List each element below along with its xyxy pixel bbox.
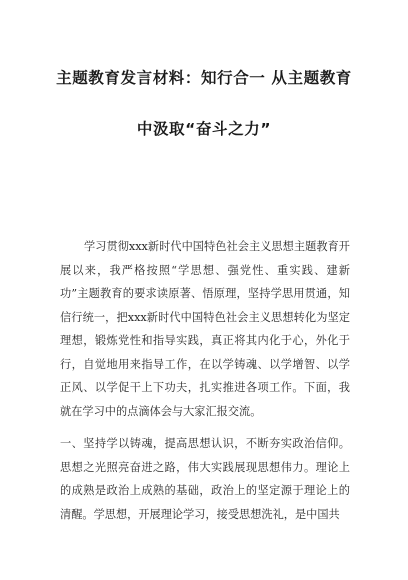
body-paragraph-intro: 学习贯彻xxx新时代中国特色社会主义思想主题教育开展以来，我严格按照“学思想、强党性、重实践、建新功”主题教育的要求读原著、悟原理，坚持学思用贯通，知信行统一，把xxx新时代中国特色社会主义思想转化为坚定理想，锻炼党性和指导实践，真正将其内化于心，外化于行，自觉地用来指导工作，在以学铸魂、以学增智、以学正风、以学促干上下功夫，扎实推进各项工作。下面，我就在学习中的点滴体会与大家汇报交流。 (60, 240, 350, 418)
document-title-line-1: 主题教育发言材料：知行合一 从主题教育 (56, 69, 352, 87)
body-paragraph-section-1: 一、坚持学以铸魂，提高思想认识，不断夯实政治信仰。思想之光照亮奋进之路，伟大实践展现思想伟力。理论上的成熟是政治上成熟的基础，政治上的坚定源于理论上的清醒。学思想，开展理论学习，接受思想洗礼，是中国共 (60, 437, 350, 521)
document-title-line-2: 中汲取“奋斗之力” (136, 120, 272, 138)
